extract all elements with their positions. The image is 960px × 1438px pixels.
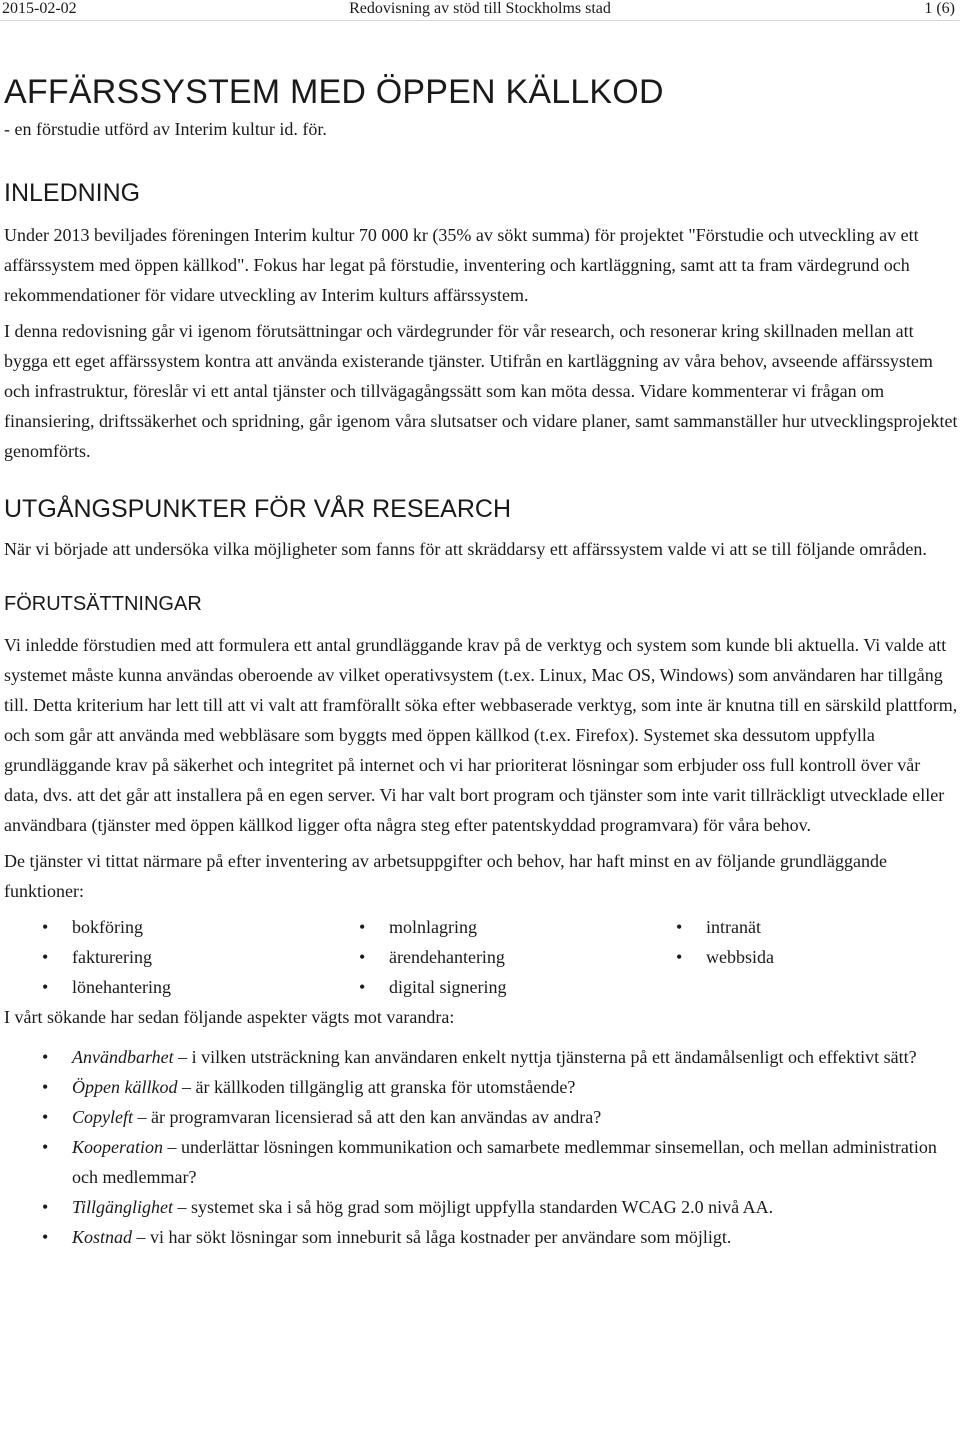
list-item: • ärendehantering — [321, 942, 638, 972]
list-item: • fakturering — [4, 942, 321, 972]
list-item: • bokföring — [4, 912, 321, 942]
aspect-item — [4, 1192, 958, 1222]
heading-inledning: INLEDNING — [4, 179, 141, 207]
aspect-term: Kooperation — [72, 1137, 164, 1157]
prereq-paragraph-3: I vårt sökande har sedan följande aspekter vägts mot varandra: — [4, 1007, 455, 1027]
list-item: • intranät — [638, 912, 955, 942]
aspect-item — [4, 1072, 958, 1102]
aspect-term: Tillgänglighet — [72, 1197, 174, 1217]
list-item: • webbsida — [638, 942, 955, 972]
aspect-text: – är källkoden tillgänglig att granska för utomstående? — [177, 1077, 576, 1097]
list-item: • molnlagring — [321, 912, 638, 942]
aspect-item — [4, 1132, 958, 1192]
document-body — [4, 72, 958, 1252]
aspect-term: Användbarhet — [72, 1047, 174, 1067]
header-title: Redovisning av stöd till Stockholms stad — [349, 0, 611, 17]
prereq-paragraph-1: Vi inledde förstudien med att formulera ett antal grundläggande krav på de verktyg och system som kunde bli aktuella. Vi valde att systemet måste kunna användas oberoende av vilket operativsystem (t.ex. Linux, Mac OS, Windows) som användaren har tillgång till. Detta kriterium har lett till att vi valt att framförallt söka efter webbaserade verktyg, som inte är knutna till en särskild plattform, och som går att använda med webbläsare som byggts med öppen källkod (t.ex. Firefox). Systemet ska dessutom uppfylla grundläggande krav på säkerhet och integritet på internet och vi har prioriterat lösningar som erbjuder oss full kontroll över vår data, dvs. att det går att installera på en egen server. Vi har valt bort program och tjänster som inte varit tillräckligt utvecklade eller användbara (tjänster med öppen källkod ligger ofta några steg efter patentskyddad programvara) för våra behov. — [4, 635, 958, 835]
aspects-list — [4, 1042, 958, 1252]
aspect-text: – systemet ska i så hög grad som möjligt uppfylla standarden WCAG 2.0 nivå AA. — [173, 1197, 774, 1217]
aspect-text: – underlättar lösningen kommunikation och samarbete medlemmar sinsemellan, och mellan administration och medlemmar? — [72, 1137, 937, 1187]
prereq-paragraph-2: De tjänster vi tittat närmare på efter inventering av arbetsuppgifter och behov, har haft minst en av följande grundläggande funktioner: — [4, 851, 888, 901]
functions-column-3 — [638, 912, 955, 1002]
page-header — [0, 0, 960, 21]
research-paragraph: När vi började att undersöka vilka möjligheter som fanns för att skräddarsy ett affärssystem valde vi att se till följande områden. — [4, 539, 927, 559]
aspect-item — [4, 1222, 958, 1252]
heading-forutsattningar: FÖRUTSÄTTNINGAR — [4, 593, 202, 615]
header-page-number: 1 (6) — [924, 0, 955, 17]
functions-column-1 — [4, 912, 321, 1002]
aspect-term: Öppen källkod — [72, 1077, 178, 1097]
aspect-item — [4, 1042, 958, 1072]
intro-paragraph-2: I denna redovisning går vi igenom förutsättningar och värdegrunder för vår research, och resonerar kring skillnaden mellan att bygga ett eget affärssystem kontra att använda existerande tjänster. Utifrån en kartläggning av våra behov, avseende affärssystem och infrastruktur, föreslår vi ett antal tjänster och tillvägagångssätt som kan möta dessa. Vidare kommenterar vi frågan om finansiering, driftssäkerhet och spridning, går igenom våra slutsatser och vidare planer, samt sammanställer hur utvecklingsprojektet genomförts. — [4, 321, 958, 461]
aspect-term: Kostnad — [72, 1227, 133, 1247]
header-date: 2015-02-02 — [2, 0, 77, 17]
aspect-term: Copyleft — [72, 1107, 133, 1127]
document-subtitle: - en förstudie utförd av Interim kultur id. för. — [4, 119, 327, 139]
functions-list — [4, 912, 958, 1002]
aspect-text: – är programvaran licensierad så att den kan användas av andra? — [133, 1107, 602, 1127]
list-item: • digital signering — [321, 972, 638, 1002]
aspect-text: – vi har sökt lösningar som inneburit så låga kostnader per användare som möjligt. — [132, 1227, 732, 1247]
list-item: • lönehantering — [4, 972, 321, 1002]
document-title: AFFÄRSSYSTEM MED ÖPPEN KÄLLKOD — [4, 73, 664, 111]
functions-column-2 — [321, 912, 638, 1002]
aspect-item — [4, 1102, 958, 1132]
aspect-text: – i vilken utsträckning kan användaren enkelt nyttja tjänsterna på ett ändamålsenligt och effektivt sätt? — [173, 1047, 917, 1067]
intro-paragraph-1: Under 2013 beviljades föreningen Interim kultur 70 000 kr (35% av sökt summa) för projektet "Förstudie och utveckling av ett affärssystem med öppen källkod". Fokus har legat på förstudie, inventering och kartläggning, samt att ta fram värdegrund och rekommendationer för vidare utveckling av Interim kulturs affärssystem. — [4, 225, 919, 305]
heading-utgangspunkter: UTGÅNGSPUNKTER FÖR VÅR RESEARCH — [4, 495, 512, 523]
